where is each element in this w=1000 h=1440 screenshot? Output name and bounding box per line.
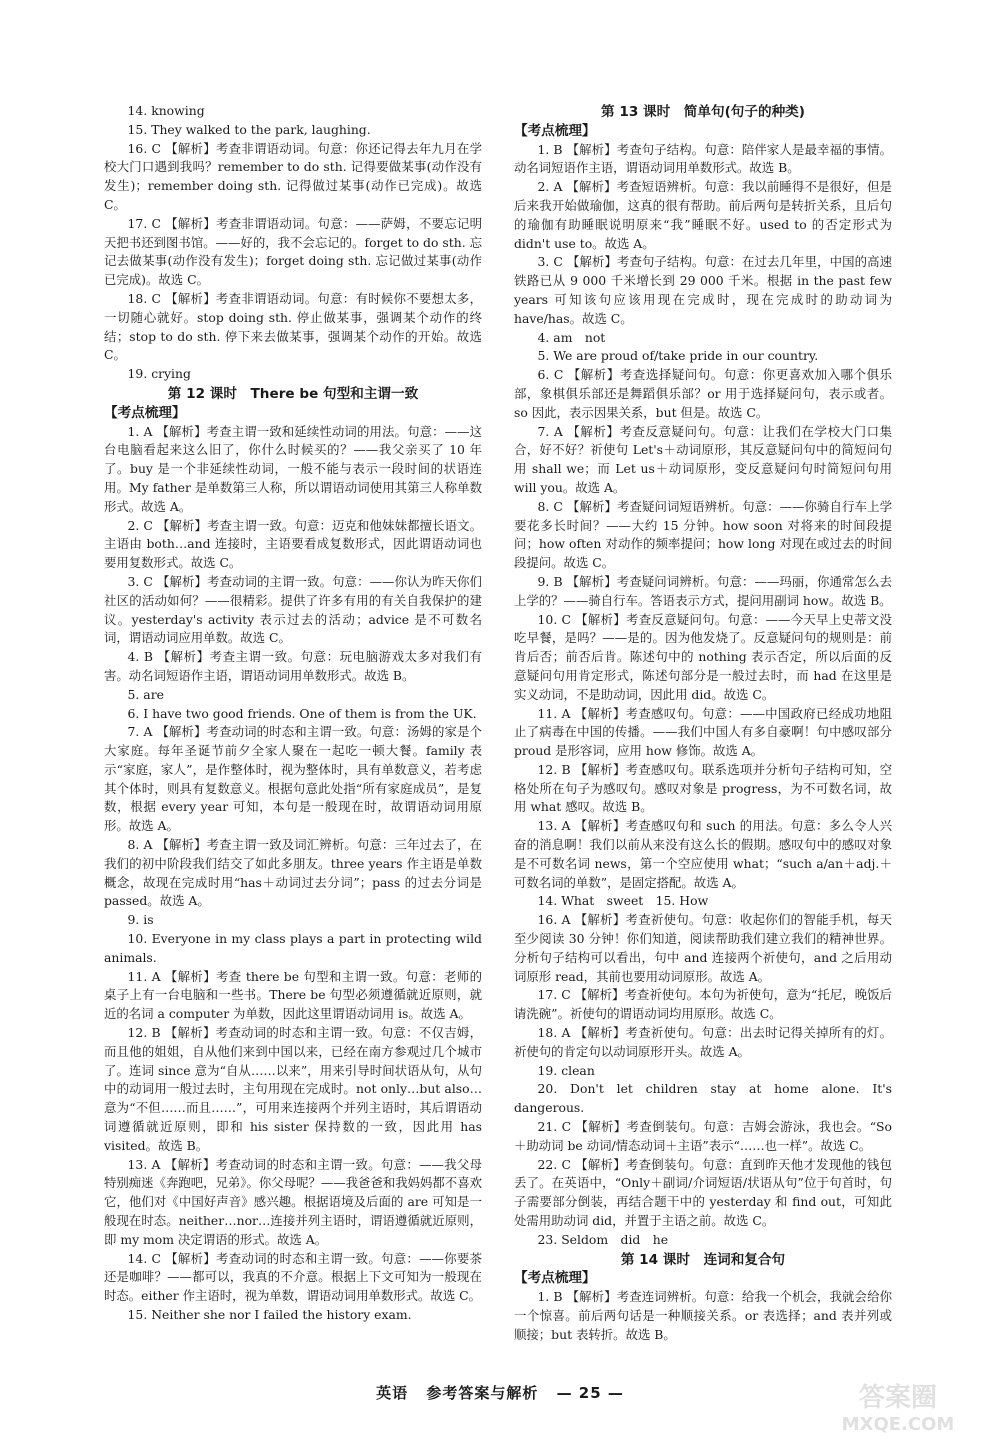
answer-item: 19. crying [127, 366, 191, 382]
answer-item: 14. What sweet 15. How [537, 893, 709, 909]
answer-item: 1. B 【解析】考查连词辨析。句意：给我一个机会，我就会给你一个惊喜。前后两句话是一种顺接关系。or 表选择；and 表并列或顺接；but 表转折。故选 B。 [514, 1289, 892, 1342]
watermark-logo [808, 1376, 988, 1436]
answer-item: 17. C 【解析】考查非谓语动词。句意：——萨姆，不要忘记明天把书还到图书馆。——好的，我不会忘记的。forget to do sth. 忘记去做某事(动作没有发生)；forget doing sth. 忘记做过某事(动作已完成)。故选 C。 [104, 215, 482, 288]
answer-item: 17. C 【解析】考查祈使句。本句为祈使句，意为“托尼，晚饭后请洗碗”。祈使句的谓语动词均用原形。故选 C。 [514, 987, 892, 1022]
answer-item: 21. C 【解析】考查倒装句。句意：吉姆会游泳，我也会。“So＋助动词 be 动词/情态动词＋主语”表示“……也一样”。故选 C。 [514, 1119, 892, 1153]
answer-item: 2. A 【解析】考查短语辨析。句意：我以前睡得不是很好，但是后来我开始做瑜伽，这真的很有帮助。前后两句是转折关系，且后句的瑜伽有助睡眠说明原来“我”睡眠不好。used to 的否定形式为 didn't use to。故选 A。 [514, 179, 892, 251]
left-column [104, 102, 482, 1325]
answer-item: 4. B 【解析】考查主谓一致。句意：玩电脑游戏太多对我们有害。动名词短语作主语，谓语动词用单数形式。故选 B。 [104, 649, 482, 683]
answer-item: 18. A 【解析】考查祈使句。句意：出去时记得关掉所有的灯。祈使句的肯定句以动词原形开头。故选 A。 [514, 1025, 892, 1059]
right-column [514, 102, 892, 1345]
answer-item: 11. A 【解析】考查感叹句。句意：——中国政府已经成功地阻止了病毒在中国的传播。——我们中国人有多自豪啊！句中感叹部分 proud 是形容词，应用 how 修饰。故选 A。 [514, 705, 892, 759]
answer-item: 11. A 【解析】考查 there be 句型和主谓一致。句意：老师的桌子上有一台电脑和一些书。There be 句型必须遵循就近原则，就近的名词 a computer 为单数，因此这里谓语动词用 is。故选 A。 [104, 968, 482, 1022]
answer-item: 20. Don't let children stay at home alone. It's dangerous. [514, 1081, 892, 1116]
lesson-title: 第 14 课时 连词和复合句 [620, 1251, 786, 1268]
answer-item: 8. A 【解析】考查主谓一致及词汇辨析。句意：三年过去了，在我们的初中阶段我们结交了如此多朋友。three years 作主语是单数概念，故现在完成时用“has＋动词过去分词”；pass 的过去分词是 passed。故选 A。 [104, 837, 482, 909]
answer-item: 14. knowing [127, 103, 205, 118]
answer-item: 15. Neither she nor I failed the history exam. [127, 1307, 412, 1322]
answer-item: 10. Everyone in my class plays a part in protecting wild animals. [104, 931, 482, 965]
answer-item: 13. A 【解析】考查感叹句和 such 的用法。句意：多么令人兴奋的消息啊！我们以前从来没有这么长的假期。感叹句中的感叹对象是不可数名词 news，第一个空应使用 what；“such a/an＋adj.＋可数名词的单数”，是固定搭配。故选 A。 [514, 818, 892, 890]
answer-item: 7. A 【解析】考查动词的时态和主谓一致。句意：汤姆的家是个大家庭。每年圣诞节前夕全家人聚在一起吃一顿大餐。family 表示“家庭，家人”，是作整体时，视为整体时，具有单数意义，若考虑其个体时，则具有复数意义。根据句意此处指“所有家庭成员”，是复数，根据 every year 可知，本句是一般现在时，故谓语动词用原形。故选 A。 [104, 724, 482, 834]
answer-item: 16. C 【解析】考查非谓语动词。句意：你还记得去年九月在学校大门口遇到我吗？remember to do sth. 记得要做某事(动作没有发生)；remember doing sth. 记得做过某事(动作已完成)。故选 C。 [104, 140, 482, 212]
footer-label: 参考答案与解析 [426, 1384, 539, 1402]
answer-item: 12. B 【解析】考查动词的时态和主谓一致。句意：不仅吉姆，而且他的姐姐，自从他们来到中国以来，已经在南方参观过几个城市了。连词 since 意为“自从……以来”，用来引导时间状语从句，从句中的动词用一般过去时，主句用现在完成时。not only…but also…意为“不但……而且……”，可用来连接两个并列主语时，其后谓语动词遵循就近原则，即和 his sister 保持数的一致，因此用 has visited。故选 B。 [104, 1025, 482, 1153]
answer-item: 13. A 【解析】考查动词的时态和主谓一致。句意：——我父母特别痴迷《奔跑吧，兄弟》。你父母呢？——我爸爸和我妈妈都不喜欢它，他们对《中国好声音》感兴趣。根据语境及后面的 are 可知是一般现在时态。neither…nor…连接并列主语时，谓语遵循就近原则，即 my mom 决定谓语的形式。故选 A。 [104, 1156, 482, 1247]
answer-item: 3. C 【解析】考查动词的主谓一致。句意：——你认为昨天你们社区的活动如何？——很精彩。提供了许多有用的有关自我保护的建议。yesterday's activity 表示过去的活动；advice 是不可数名词，谓语动词应用单数。故选 C。 [104, 573, 482, 646]
answer-item: 6. I have two good friends. One of them is from the UK. [127, 705, 477, 721]
answer-item: 3. C 【解析】考查句子结构。句意：在过去几年里，中国的高速铁路已从 9 000 千米增长到 29 000 千米。根据 in the past few years 可知该句应该用现在完成时，现在完成时的助动词为 have/has。故选 C。 [514, 254, 892, 326]
answer-item: 16. A 【解析】考查祈使句。句意：收起你们的智能手机，每天至少阅读 30 分钟！你们知道，阅读帮助我们建立我们的精神世界。分析句子结构可以看出，句中 and 连接两个祈使句，and 之后用动词原形 read，其前也要用动词原形。故选 A。 [514, 912, 892, 984]
svg-text:答案圈: 答案圈 [858, 1383, 938, 1413]
answer-item: 5. We are proud of/take pride in our country. [537, 348, 819, 364]
answer-item: 19. clean [537, 1062, 595, 1078]
answer-item: 9. B 【解析】考查疑问词辨析。句意：——玛丽，你通常怎么去上学的？——骑自行车。答语表示方式，提问用副词 how。故选 B。 [514, 573, 892, 608]
page-number: — 25 — [556, 1384, 624, 1402]
answer-item: 1. B 【解析】考查句子结构。句意：陪伴家人是最幸福的事情。动名词短语作主语，谓语动词用单数形式。故选 B。 [514, 141, 892, 176]
answer-item: 2. C 【解析】考查主谓一致。句意：迈克和他妹妹都擅长语文。主语由 both…and 连接时，主语要看成复数形式，因此谓语动词也要用复数形式。故选 C。 [104, 517, 482, 571]
section-heading: 【考点梳理】 [514, 122, 596, 139]
answer-item: 1. A 【解析】考查主谓一致和延续性动词的用法。句意：——这台电脑看起来这么旧了，你什么时候买的？——我父亲买了 10 年了。buy 是一个非延续性动词，一般不能与表示一段时间的状语连用。My father 是单数第三人称，所以谓语动词使用其第三人称单数形式。故选 A。 [104, 423, 482, 514]
answer-item: 23. Seldom did he [537, 1231, 669, 1247]
answer-item: 9. is [127, 912, 154, 928]
answer-item: 22. C 【解析】考查倒装句。句意：直到昨天他才发现他的钱包丢了。在英语中，“Only＋副词/介词短语/状语从句”位于句首时，句子需要部分倒装，再结合题干中的 yesterday 和 find out，可知此处需用助动词 did，并置于主语之前。故选 C。 [514, 1156, 892, 1229]
answer-item: 12. B 【解析】考查感叹句。联系选项并分析句子结构可知，空格处所在句子为感叹句。感叹对象是 progress，为不可数名词，故用 what 感叹。故选 B。 [514, 761, 892, 815]
answer-item: 18. C 【解析】考查非谓语动词。句意：有时候你不要想太多，一切随心就好。stop doing sth. 停止做某事，强调某个动作的终结；stop to do sth. 停下来去做某事，强调某个动作的开始。故选 C。 [104, 290, 482, 363]
footer-subject: 英语 [376, 1384, 409, 1402]
lesson-title: 第 13 课时 简单句(句子的种类) [601, 104, 805, 120]
answer-item: 8. C 【解析】考查疑问词短语辨析。句意：——你骑自行车上学要花多长时间？——大约 15 分钟。how soon 对将来的时间段提问；how often 对动作的频率提问；how long 对现在或过去的时间段提问。故选 C。 [514, 498, 892, 571]
answer-item: 4. am not [537, 329, 606, 345]
answer-item: 14. C 【解析】考查动词的时态和主谓一致。句意：——你要茶还是咖啡？——都可以，我真的不介意。根据上下文可知为一般现在时态。either 作主语时，视为单数，谓语动词用单数形式。故选 C。 [104, 1250, 482, 1304]
answer-item: 6. C 【解析】考查选择疑问句。句意：你更喜欢加入哪个俱乐部，象棋俱乐部还是舞蹈俱乐部？or 用于选择疑问句，表示或者。so 因此，表示因果关系，but 但是。故选 C。 [514, 367, 892, 420]
svg-text:MXQE.COM: MXQE.COM [841, 1414, 955, 1435]
lesson-title: 第 12 课时 There be 句型和主谓一致 [167, 385, 419, 402]
section-heading: 【考点梳理】 [514, 1270, 596, 1287]
answer-item: 7. A 【解析】考查反意疑问句。句意：让我们在学校大门口集合，好不好？祈使句 Let's＋动词原形，其反意疑问句中的简短问句用 shall we；而 Let us＋动词原形，变反意疑问句时简短问句用 will you。故选 A。 [514, 423, 892, 495]
answer-item: 5. are [127, 686, 164, 702]
answer-item: 10. C 【解析】考查反意疑问句。句意：——今天早上史蒂文没吃早餐，是吗？——是的。因为他发烧了。反意疑问句的规则是：前肯后否；前否后肯。陈述句中的 nothing 表示否定，所以后面的反意疑问句用肯定形式，陈述句部分是一般过去时，而 had 在这里是实义动词，不是助动词，因此用 did。故选 C。 [514, 611, 892, 702]
section-heading: 【考点梳理】 [104, 404, 186, 421]
answer-item: 15. They walked to the park, laughing. [127, 121, 371, 137]
